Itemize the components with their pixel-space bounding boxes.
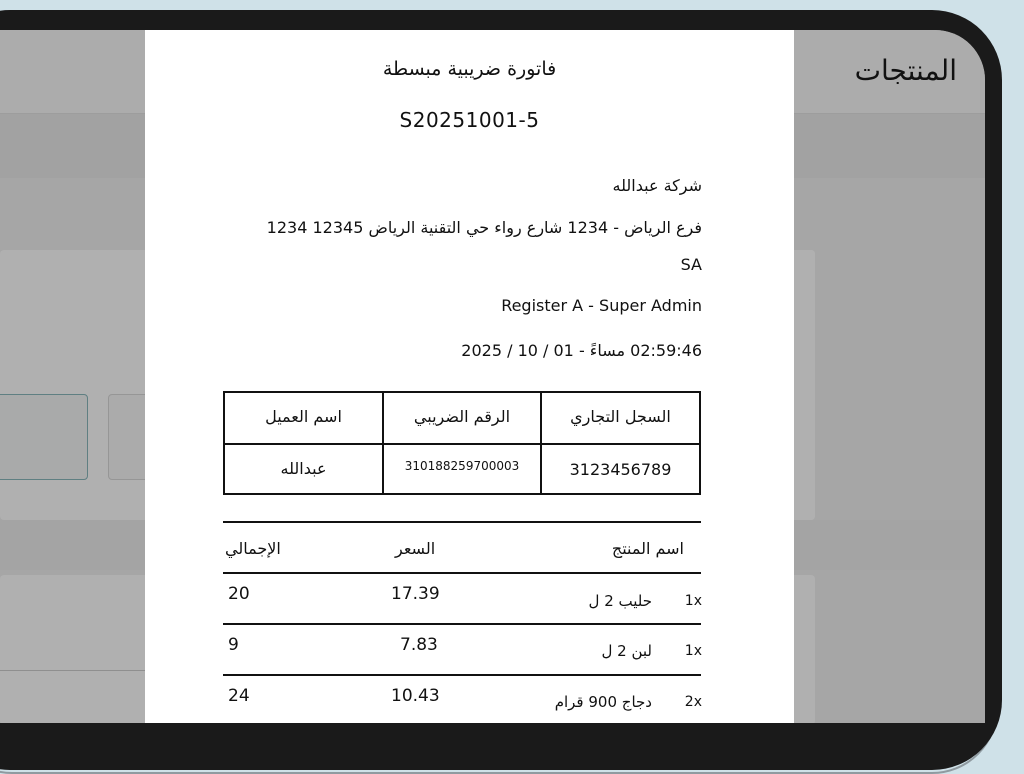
row-quantity: 1x	[684, 593, 702, 609]
row-divider	[223, 674, 701, 676]
header-commercial-register: السجل التجاري	[570, 407, 671, 426]
table-divider	[225, 443, 699, 445]
background-panel-edge	[794, 250, 815, 520]
header-tax-number: الرقم الضريبي	[413, 407, 511, 426]
row-total: 20	[228, 584, 250, 604]
branch-address: فرع الرياض - 1234 شارع رواء حي التقنية الرياض 12345 1234	[266, 218, 702, 237]
row-divider	[223, 572, 701, 574]
row-price: 7.83	[400, 635, 438, 655]
company-name: شركة عبدالله	[612, 176, 702, 195]
value-customer-name: عبدالله	[280, 459, 327, 478]
row-quantity: 2x	[684, 694, 702, 710]
info-table	[223, 391, 701, 495]
row-product-name: دجاج 900 قرام	[554, 693, 652, 711]
invoice-datetime: 02:59:46 مساءً - 01 / 10 / 2025	[461, 341, 702, 360]
row-quantity: 1x	[684, 643, 702, 659]
header-product-name: اسم المنتج	[611, 539, 684, 558]
address-country: SA	[680, 255, 702, 274]
header-price: السعر	[395, 539, 436, 558]
row-total: 24	[228, 686, 250, 706]
row-total: 9	[228, 635, 239, 655]
products-top-border	[223, 521, 701, 523]
page-title: المنتجات	[854, 54, 957, 87]
value-commercial-register: 3123456789	[569, 460, 672, 479]
value-tax-number: 310188259700003	[404, 459, 520, 473]
background-input[interactable]	[0, 394, 88, 480]
row-divider	[223, 623, 701, 625]
row-product-name: لبن 2 ل	[601, 642, 652, 660]
row-product-name: حليب 2 ل	[588, 592, 652, 610]
receipt-title: فاتورة ضريبية مبسطة	[382, 58, 557, 80]
background-divider	[0, 670, 145, 671]
invoice-number: S20251001-5	[399, 108, 540, 132]
row-price: 10.43	[391, 686, 440, 706]
receipt-modal	[145, 30, 794, 723]
header-total: الإجمالي	[225, 539, 281, 558]
row-price: 17.39	[391, 584, 440, 604]
background-input-secondary[interactable]	[108, 394, 150, 480]
header-customer-name: اسم العميل	[265, 407, 342, 426]
register-user: Register A - Super Admin	[501, 296, 702, 315]
